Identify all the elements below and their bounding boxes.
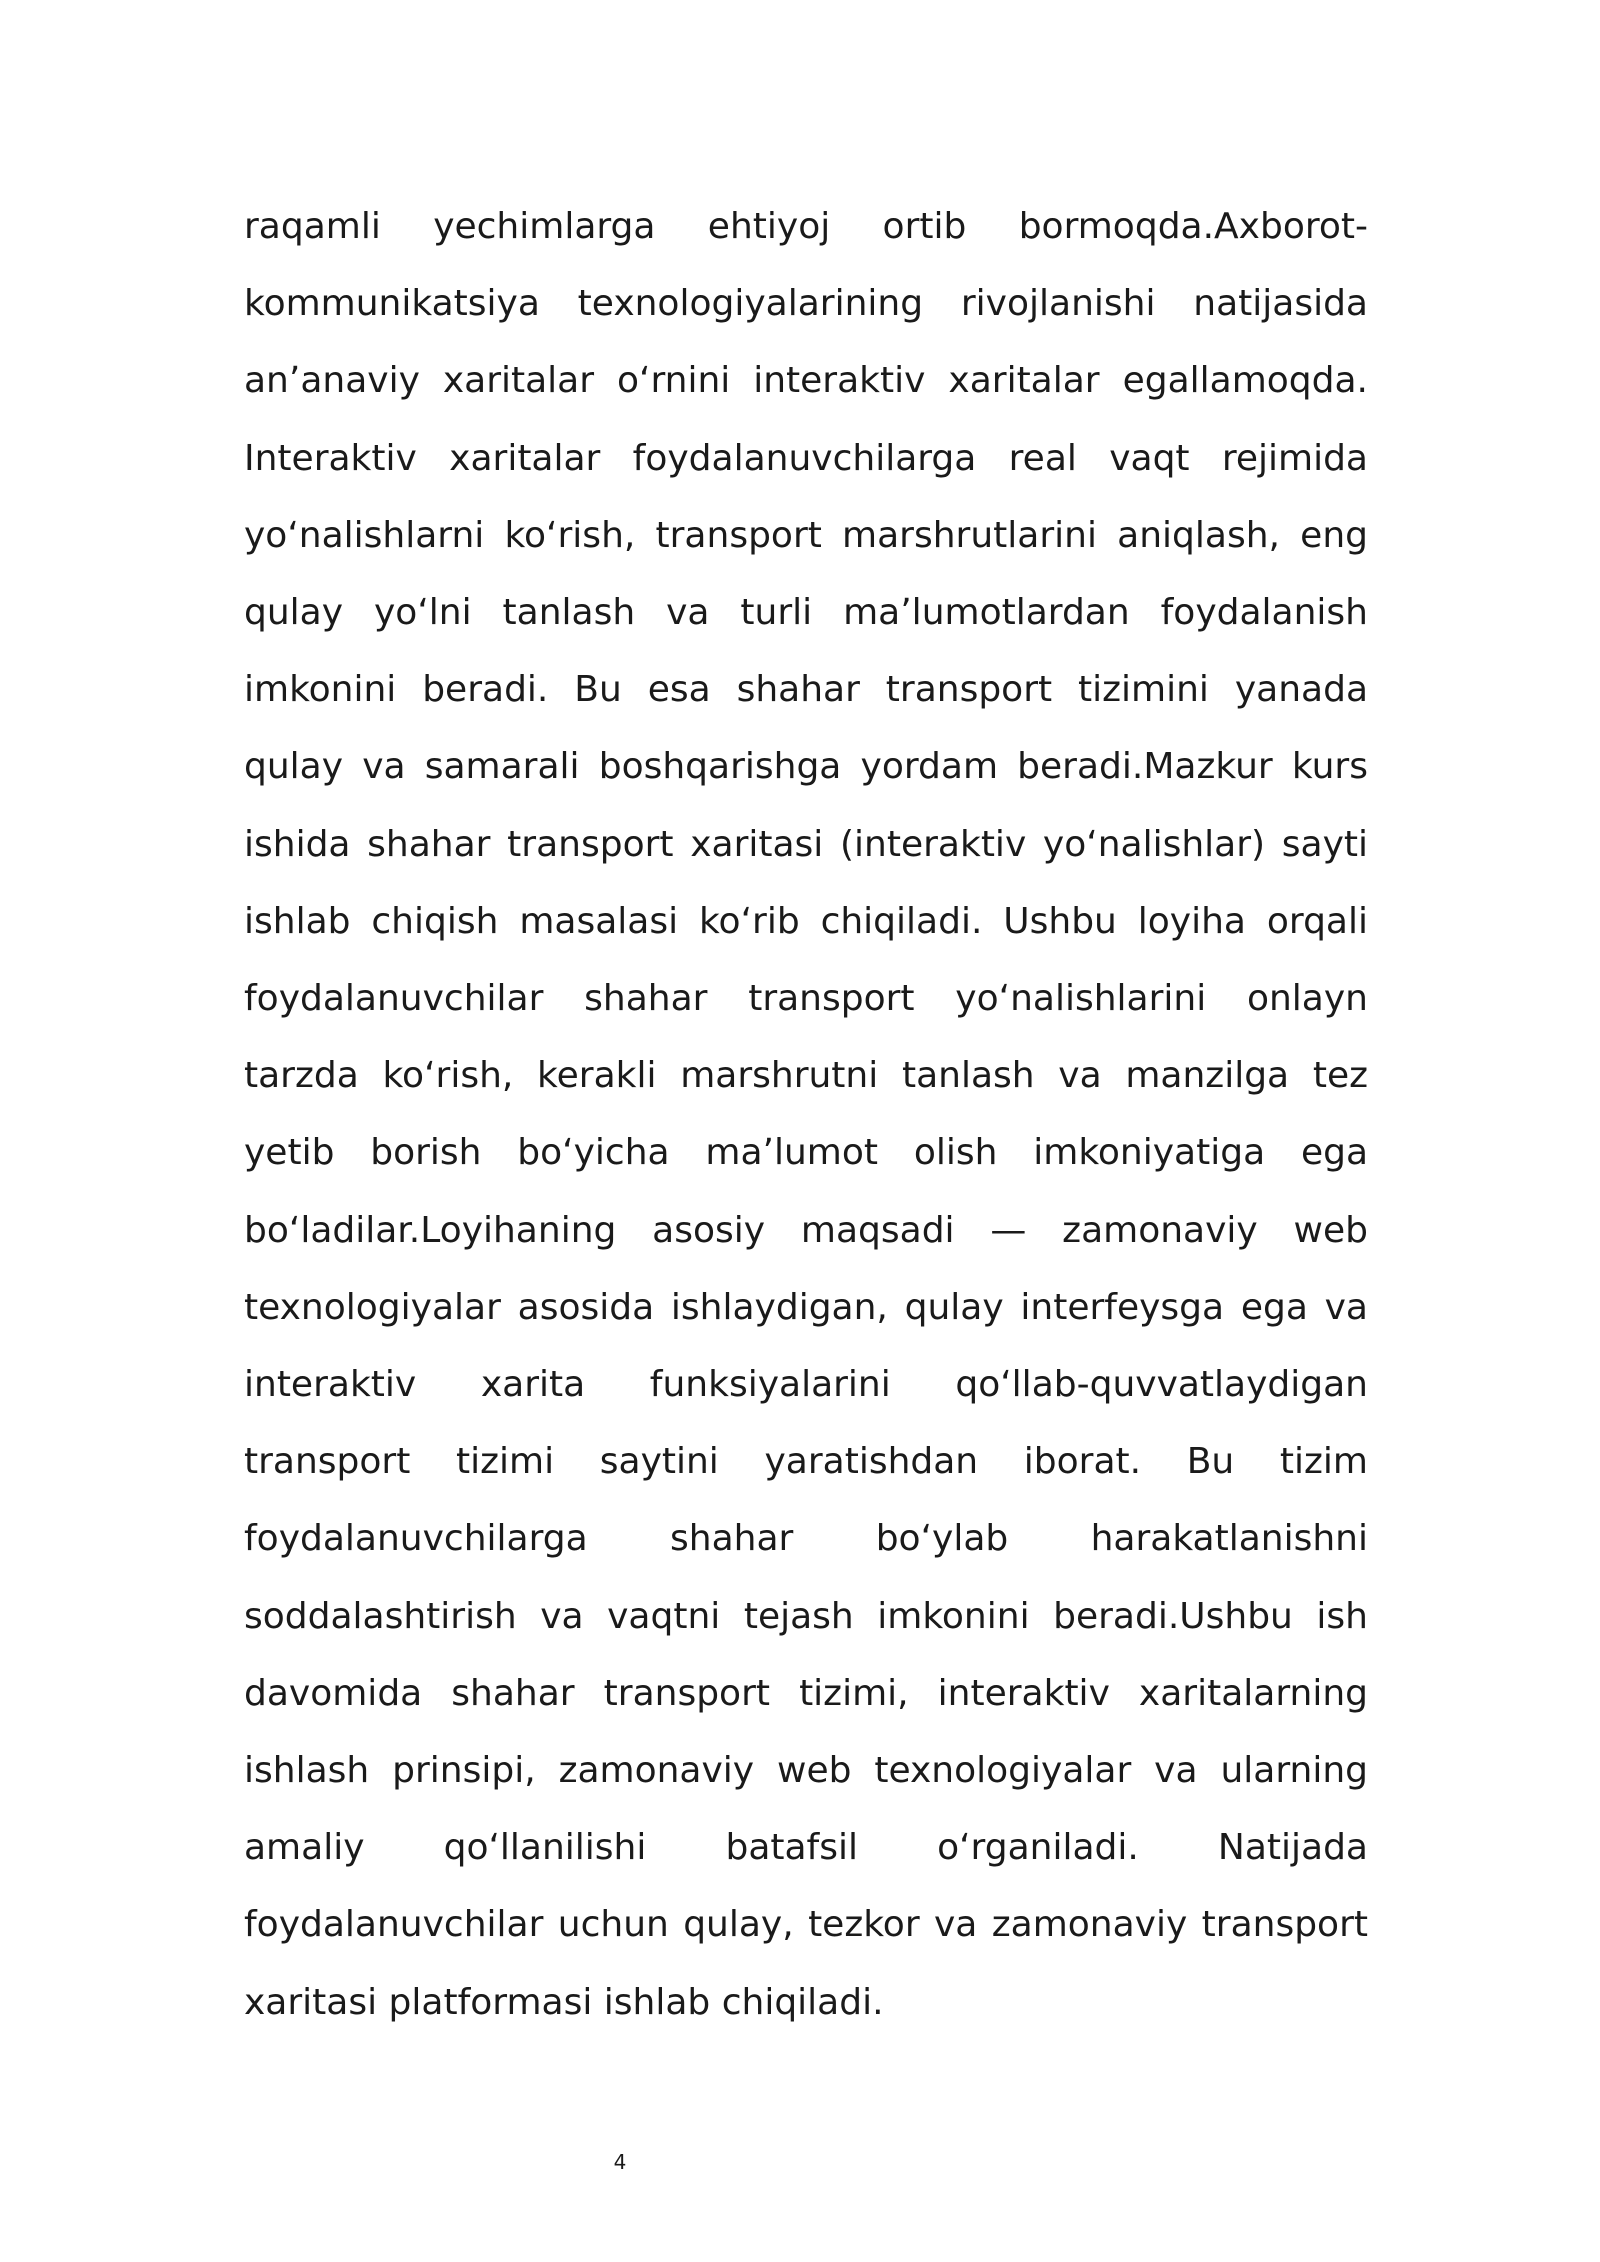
page-number: 4	[613, 2150, 627, 2174]
body-paragraph: raqamli yechimlarga ehtiyoj ortib bormoqda.Axborot-kommunikatsiya texnologiyalarining rivojlanishi natijasida an’anaviy xaritalar o‘rnini interaktiv xaritalar egallamoqda. Interaktiv xaritalar foydalanuvchilarga real vaqt rejimida yo‘nalishlarni ko‘rish, transport marshrutlarini aniqlash, eng qulay yo‘lni tanlash va turli ma’lumotlardan foydalanish imkonini beradi. Bu esa shahar transport tizimini yanada qulay va samarali boshqarishga yordam beradi.Mazkur kurs ishida shahar transport xaritasi (interaktiv yo‘nalishlar) sayti ishlab chiqish masalasi ko‘rib chiqiladi. Ushbu loyiha orqali foydalanuvchilar shahar transport yo‘nalishlarini onlayn tarzda ko‘rish, kerakli marshrutni tanlash va manzilga tez yetib borish bo‘yicha ma’lumot olish imkoniyatiga ega bo‘ladilar.Loyihaning asosiy maqsadi — zamonaviy web texnologiyalar asosida ishlaydigan, qulay interfeysga ega va interaktiv xarita funksiyalarini qo‘llab-quvvatlaydigan transport tizimi saytini yaratishdan iborat. Bu tizim foydalanuvchilarga shahar bo‘ylab harakatlanishni soddalashtirish va vaqtni tejash imkonini beradi.Ushbu ish davomida shahar transport tizimi, interaktiv xaritalarning ishlash prinsipi, zamonaviy web texnologiyalar va ularning amaliy qo‘llanilishi batafsil o‘rganiladi. Natijada foydalanuvchilar uchun qulay, tezkor va zamonaviy transport xaritasi platformasi ishlab chiqiladi.	[244, 206, 1368, 2023]
